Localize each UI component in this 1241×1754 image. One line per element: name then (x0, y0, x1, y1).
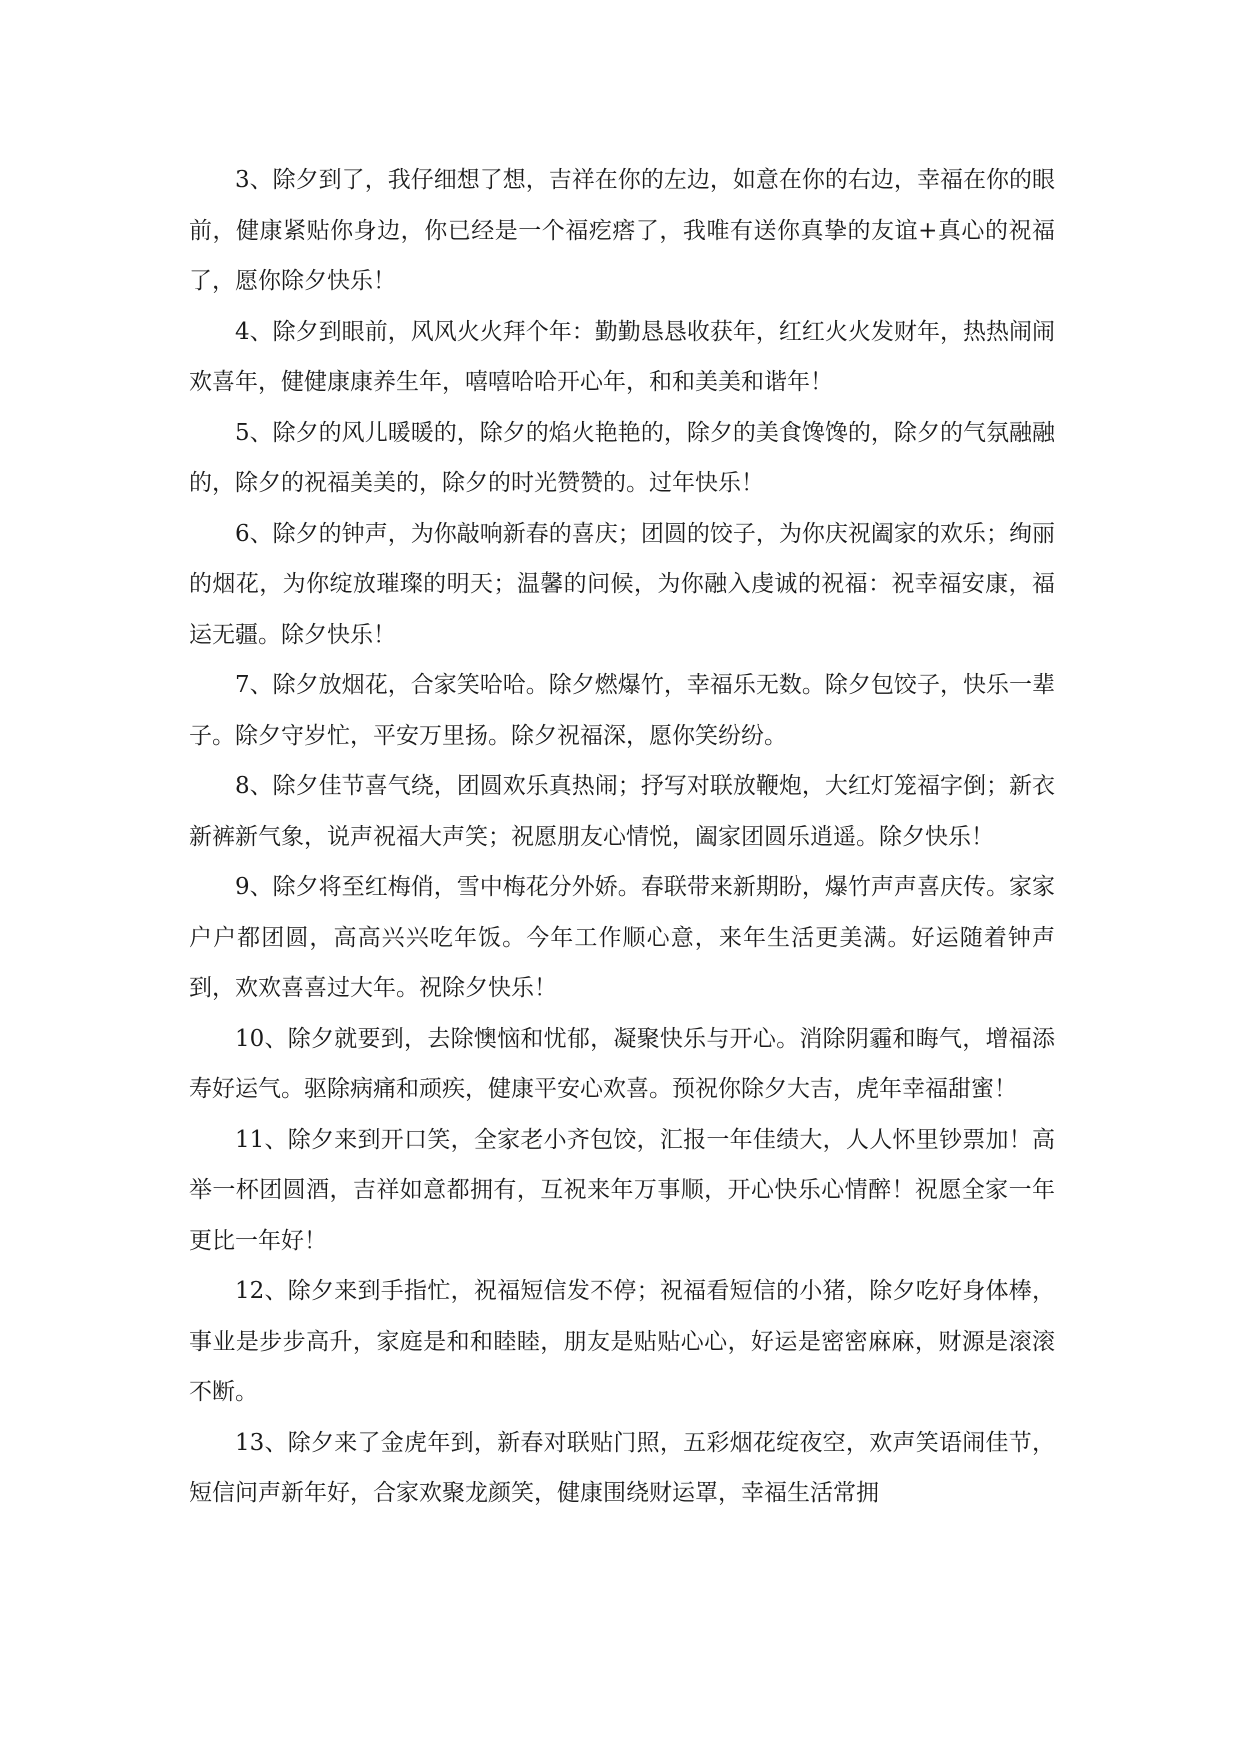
paragraph-7: 7、除夕放烟花，合家笑哈哈。除夕燃爆竹，幸福乐无数。除夕包饺子，快乐一辈子。除夕守岁忙，平安万里扬。除夕祝福深，愿你笑纷纷。 (189, 672, 1055, 749)
document-body (189, 155, 1055, 1519)
paragraph-5: 5、除夕的风儿暖暖的，除夕的焰火艳艳的，除夕的美食馋馋的，除夕的气氛融融的，除夕的祝福美美的，除夕的时光赞赞的。过年快乐！ (189, 419, 1055, 496)
paragraph-8: 8、除夕佳节喜气绕，团圆欢乐真热闹；抒写对联放鞭炮，大红灯笼福字倒；新衣新裤新气象，说声祝福大声笑；祝愿朋友心情悦，阖家团圆乐逍遥。除夕快乐！ (189, 773, 1055, 850)
paragraph-10: 10、除夕就要到，去除懊恼和忧郁，凝聚快乐与开心。消除阴霾和晦气，增福添寿好运气。驱除病痛和顽疾，健康平安心欢喜。预祝你除夕大吉，虎年幸福甜蜜！ (189, 1025, 1055, 1102)
paragraph-3: 3、除夕到了，我仔细想了想，吉祥在你的左边，如意在你的右边，幸福在你的眼前，健康紧贴你身边，你已经是一个福疙瘩了，我唯有送你真挚的友谊+真心的祝福了，愿你除夕快乐！ (189, 167, 1055, 294)
paragraph-13: 13、除夕来了金虎年到，新春对联贴门照，五彩烟花绽夜空，欢声笑语闹佳节，短信问声新年好，合家欢聚龙颜笑，健康围绕财运罩，幸福生活常拥 (189, 1429, 1055, 1506)
paragraph-11: 11、除夕来到开口笑，全家老小齐包饺，汇报一年佳绩大，人人怀里钞票加！高举一杯团圆酒，吉祥如意都拥有，互祝来年万事顺，开心快乐心情醉！祝愿全家一年更比一年好！ (189, 1126, 1055, 1254)
paragraph-4: 4、除夕到眼前，风风火火拜个年：勤勤恳恳收获年，红红火火发财年，热热闹闹欢喜年，健健康康养生年，嘻嘻哈哈开心年，和和美美和谐年！ (189, 318, 1055, 395)
paragraph-9: 9、除夕将至红梅俏，雪中梅花分外娇。春联带来新期盼，爆竹声声喜庆传。家家户户都团圆，高高兴兴吃年饭。今年工作顺心意，来年生活更美满。好运随着钟声到，欢欢喜喜过大年。祝除夕快乐！ (189, 874, 1055, 1001)
paragraph-12: 12、除夕来到手指忙，祝福短信发不停；祝福看短信的小猪，除夕吃好身体棒，事业是步步高升，家庭是和和睦睦，朋友是贴贴心心，好运是密密麻麻，财源是滚滚不断。 (189, 1278, 1055, 1405)
paragraph-6: 6、除夕的钟声，为你敲响新春的喜庆；团圆的饺子，为你庆祝阖家的欢乐；绚丽的烟花，为你绽放璀璨的明天；温馨的问候，为你融入虔诚的祝福：祝幸福安康，福运无疆。除夕快乐！ (189, 520, 1055, 648)
